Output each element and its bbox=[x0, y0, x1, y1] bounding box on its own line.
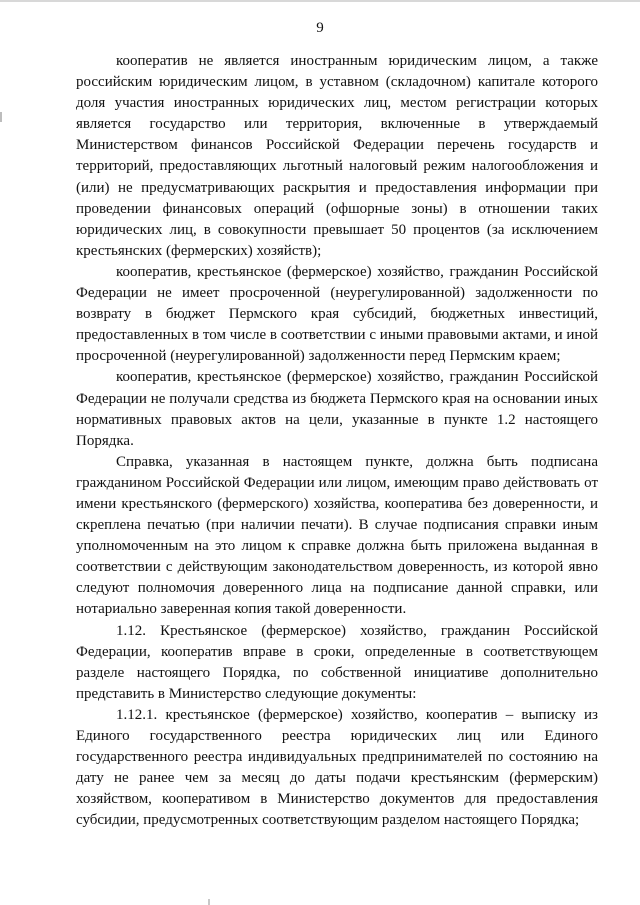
scan-left-mark bbox=[0, 112, 2, 122]
paragraph-clause-1-12: 1.12. Крестьянское (фермерское) хозяйство, гражданин Российской Федерации, кооператив вправе в сроки, определенные в соответствующем разделе настоящего Порядка, по собственной инициативе дополнительно представить в Министерство следующие документы: bbox=[76, 622, 598, 702]
paragraph-no-debt-condition: кооператив, крестьянское (фермерское) хозяйство, гражданин Российской Федерации не имеет просроченной (неурегулированной) задолженности по возврату в бюджет Пермского края субсидий, бюджетных инвестиций, предоставленных в том числе в соответствии с иными правовыми актами, и иной просроченной (неурегулированной) задолженности перед Пермским краем; bbox=[76, 263, 598, 365]
page-number: 9 bbox=[316, 20, 324, 36]
document-body bbox=[76, 51, 598, 831]
paragraph-no-other-funding-condition: кооператив, крестьянское (фермерское) хозяйство, гражданин Российской Федерации не получали средства из бюджета Пермского края на основании иных нормативных правовых актов на цели, указанные в пункте 1.2 настоящего Порядка. bbox=[76, 369, 598, 449]
paragraph-certificate-signature: Справка, указанная в настоящем пункте, должна быть подписана гражданином Российской Федерации или лицом, имеющим право действовать от имени крестьянского (фермерского) хозяйства, кооператива без доверенности, и скреплена печатью (при наличии печати). В случае подписания справки иным уполномоченным на это лицом к справке должна быть приложена выданная в соответствии с действующим законодательством доверенность, из которой явно следуют полномочия доверенного лица на подписание данной справки, или нотариально заверенная копия такой доверенности. bbox=[76, 453, 598, 618]
paragraph-offshore-condition: кооператив не является иностранным юридическим лицом, а также российским юридическим лицом, в уставном (складочном) капитале которого доля участия иностранных юридических лиц, местом регистрации которых является государство или территория, включенные в утверждаемый Министерством финансов Российской Федерации перечень государств и территорий, предоставляющих льготный налоговый режим налогообложения и (или) не предусматривающих раскрытия и предоставления информации при проведении финансовых операций (офшорные зоны) в отношении таких юридических лиц, в совокупности превышает 50 процентов (за исключением крестьянских (фермерских) хозяйств); bbox=[76, 53, 598, 259]
scan-top-edge bbox=[0, 0, 640, 2]
scan-bottom-mark bbox=[208, 899, 210, 905]
paragraph-clause-1-12-1: 1.12.1. крестьянское (фермерское) хозяйство, кооператив – выписку из Единого государственного реестра юридических лиц или Единого государственного реестра индивидуальных предпринимателей по состоянию на дату не ранее чем за месяц до даты подачи крестьянским (фермерским) хозяйством, кооперативом в Министерство документов для предоставления субсидии, предусмотренных соответствующим разделом настоящего Порядка; bbox=[76, 706, 598, 829]
